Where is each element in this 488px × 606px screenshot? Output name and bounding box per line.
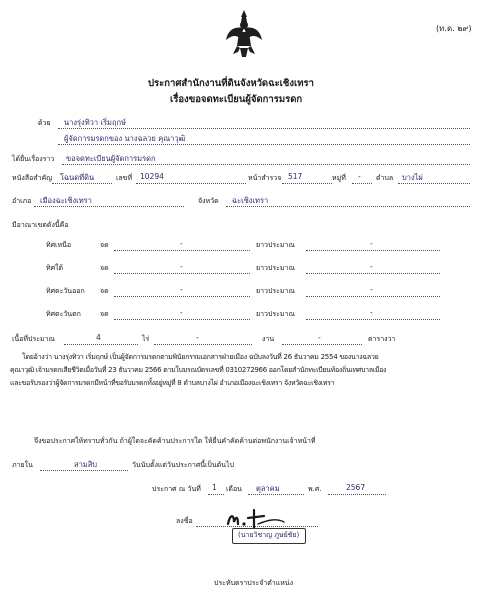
area-rai-value: 4: [96, 333, 101, 342]
boundary-length-line: [306, 319, 440, 320]
moo-value: -: [358, 172, 361, 181]
deed-type: โฉนดที่ดิน: [60, 173, 95, 182]
boundary-adjoin-value: -: [180, 262, 183, 271]
boundary-length-value: -: [370, 262, 373, 271]
title-line-2: เรื่องขอจดทะเบียนผู้จัดการมรดก: [170, 94, 303, 105]
date-day: 1: [212, 483, 217, 492]
deed-label: หนังสือสำคัญ: [12, 174, 53, 182]
boundary-adjoin-label: จด: [100, 264, 109, 272]
body-text-line-1: โดยอ้างว่า นางรุ่งทิวา เริ่มฤกษ์ เป็นผู้จัดการมรดกตามพินัยกรรมเอกสารฝ่ายเมือง ฉบับลงวันที่ 26 ธันวาคม 2554 ของนางฉลวย: [22, 353, 379, 361]
boundary-adjoin-value: -: [180, 285, 183, 294]
date-month: ตุลาคม: [256, 484, 280, 493]
request-label: ได้ยื่นเรื่องราว: [12, 155, 55, 163]
body-text-line-3: และขอรับรองว่าผู้จัดการมรดกมีหน้าที่ขอรับมรดกทั้งอยู่หมู่ที่ 8 ตำบลบางไผ่ อำเภอเมืองฉะเชิงเทรา จังหวัดฉะเชิงเทรา: [10, 379, 335, 387]
boundary-direction: ทิศตะวันออก: [46, 287, 85, 295]
boundaries-heading: มีอาณาเขตดังนี้คือ: [12, 221, 69, 229]
boundary-adjoin-line: [114, 319, 250, 320]
tambon-value: บางไผ่: [402, 173, 423, 182]
area-ngan-value: -: [196, 333, 199, 342]
position-title: ประทับตราประจำตำแหน่ง: [214, 579, 294, 587]
boundary-direction: ทิศเหนือ: [46, 241, 72, 249]
boundary-direction: ทิศตะวันตก: [46, 310, 81, 318]
from-label: วันนับตั้งแต่วันประกาศนี้เป็นต้นไป: [132, 461, 234, 469]
date-year-line: [328, 494, 386, 495]
form-code: (ท.ด. ๒๙): [436, 24, 472, 33]
survey-label: หน้าสำรวจ: [248, 174, 282, 182]
moo-line: [352, 183, 372, 184]
area-wa-line: [282, 344, 362, 345]
area-rai-label: ไร่: [142, 335, 150, 343]
boundary-length-label: ยาวประมาณ: [256, 264, 295, 272]
role-value: ผู้จัดการมรดกของ นางฉลวย คุณาวุฒิ: [64, 134, 186, 143]
province-value: ฉะเชิงเทรา: [232, 196, 269, 205]
boundary-length-label: ยาวประมาณ: [256, 310, 295, 318]
survey-line: [282, 183, 332, 184]
boundary-adjoin-line: [114, 273, 250, 274]
boundary-adjoin-value: -: [180, 308, 183, 317]
within-value: สามสิบ: [74, 460, 98, 469]
boundary-adjoin-label: จด: [100, 287, 109, 295]
boundary-adjoin-line: [114, 250, 250, 251]
boundary-length-line: [306, 296, 440, 297]
boundary-direction: ทิศใต้: [46, 264, 64, 272]
area-wa-value: -: [318, 333, 321, 342]
by-value: นางรุ่งทิวา เริ่มฤกษ์: [64, 118, 127, 127]
printed-name: (นายวิชาญ ภูษย์ชัย): [238, 531, 300, 539]
request-value: ขอจดทะเบียนผู้จัดการมรดก: [66, 154, 156, 163]
boundary-adjoin-label: จด: [100, 241, 109, 249]
area-rai-line: [64, 344, 138, 345]
notice-line: จึงขอประกาศให้ทราบทั่วกัน ถ้าผู้ใดจะคัดค้านประการใด ให้ยื่นคำคัดค้านต่อพนักงานเจ้าหน้าที่: [34, 437, 316, 445]
within-label: ภายใน: [12, 461, 33, 469]
boundary-adjoin-label: จด: [100, 310, 109, 318]
amphoe-value: เมืองฉะเชิงเทรา: [40, 196, 92, 205]
area-label: เนื้อที่ประมาณ: [12, 335, 55, 343]
by-label: ด้วย: [38, 119, 51, 127]
boundary-length-value: -: [370, 239, 373, 248]
date-month-label: เดือน: [226, 485, 242, 493]
deed-no-label: เลขที่: [116, 174, 133, 182]
province-label: จังหวัด: [198, 197, 219, 205]
boundary-adjoin-value: -: [180, 239, 183, 248]
date-label: ประกาศ ณ วันที่: [152, 485, 201, 493]
amphoe-label: อำเภอ: [12, 197, 32, 205]
garuda-emblem-icon: [224, 8, 264, 60]
boundary-length-line: [306, 250, 440, 251]
area-ngan-label: งาน: [262, 335, 275, 343]
title-line-1: ประกาศสำนักงานที่ดินจังหวัดฉะเชิงเทรา: [148, 78, 314, 89]
boundary-length-line: [306, 273, 440, 274]
area-wa-label: ตารางวา: [368, 335, 396, 343]
area-ngan-line: [154, 344, 252, 345]
date-day-line: [208, 494, 224, 495]
boundary-length-value: -: [370, 308, 373, 317]
boundary-length-label: ยาวประมาณ: [256, 287, 295, 295]
deed-no-line: [136, 183, 246, 184]
date-year-label: พ.ศ.: [308, 485, 322, 493]
body-text-line-2: คุณาวุฒิ เจ้ามรดกเสียชีวิตเมื่อวันที่ 23 ธันวาคม 2566 ตามใบมรณบัตรเลขที่ 0310272966 ออกโดยสำนักทะเบียนท้องถิ่นเทศบาลเมือง: [10, 366, 387, 374]
sign-label: ลงชื่อ: [176, 517, 193, 525]
boundary-length-label: ยาวประมาณ: [256, 241, 295, 249]
date-year: 2567: [346, 483, 366, 492]
tambon-label: ตำบล: [376, 174, 394, 182]
moo-label: หมู่ที่: [332, 174, 346, 182]
survey-no: 517: [288, 172, 303, 181]
boundary-length-value: -: [370, 285, 373, 294]
boundary-adjoin-line: [114, 296, 250, 297]
deed-no: 10294: [140, 172, 164, 181]
